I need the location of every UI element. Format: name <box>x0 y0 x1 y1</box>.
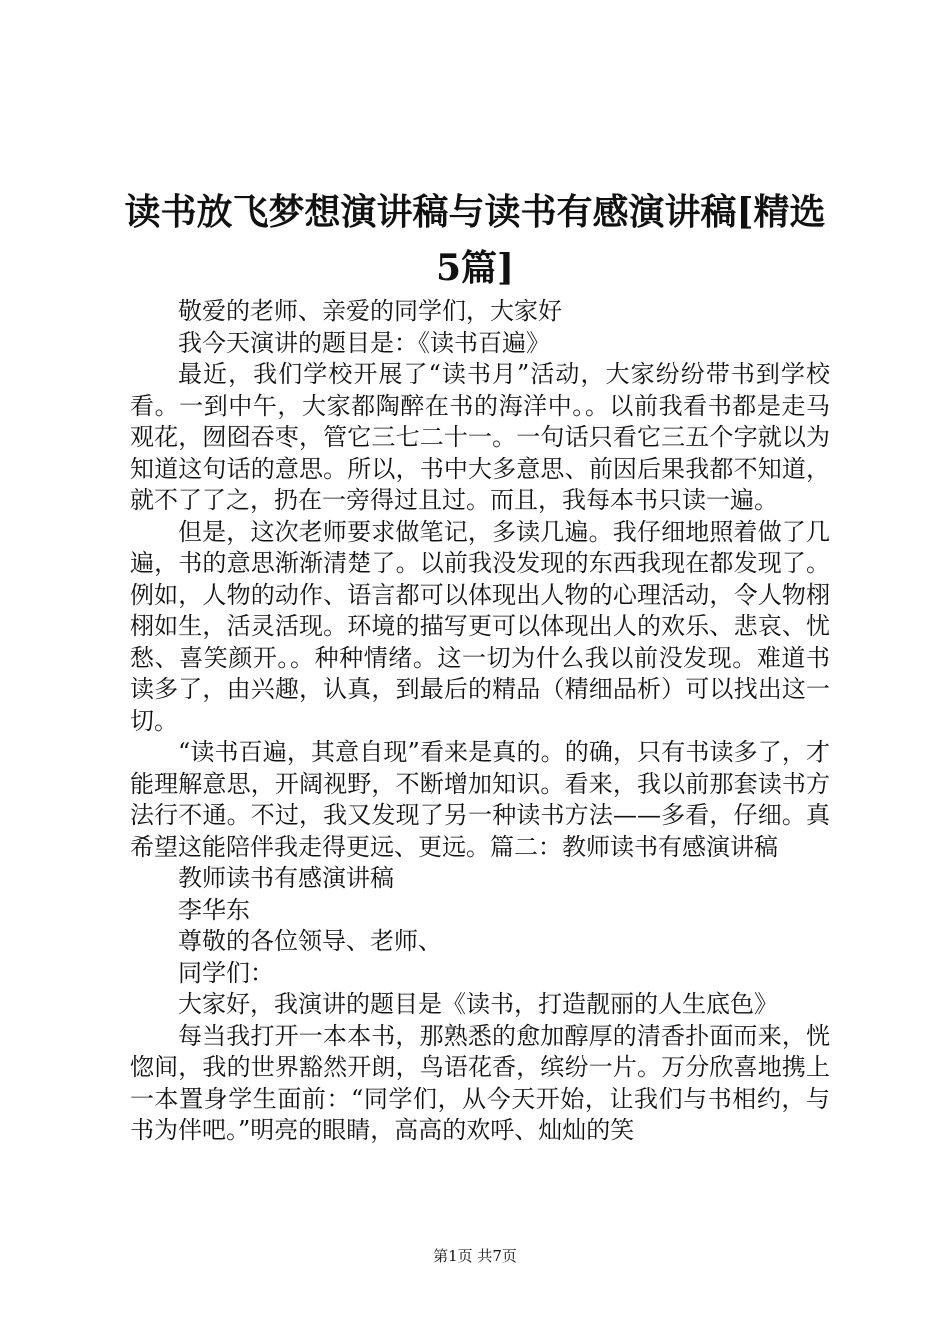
paragraph-section-title: 教师读书有感演讲稿 <box>178 864 394 892</box>
paragraph-salutation: 尊敬的各位领导、老师、 <box>178 927 442 955</box>
paragraph-reading-month: 最近，我们学校开展了“读书月”活动，大家纷纷带书到学校看。一到中午，大家都陶醉在书的海洋中。。以前我看书都是走马观花，囫囵吞枣，管它三七二十一。一句话只看它三五个字就以为知道这句话的意思。所以，书中大多意思、前因后果我都不知道，就不了了之，扔在一旁得过且过。而且，我每本书只读一遍。 <box>130 360 830 514</box>
paragraph-opening-book: 每当我打开一本本书，那熟悉的愈加醇厚的清香扑面而来，恍惚间，我的世界豁然开朗，鸟语花香，缤纷一片。万分欣喜地携上一本置身学生面前：“同学们，从今天开始，让我们与书相约，与书为伴吧。”明亮的眼睛，高高的欢呼、灿灿的笑 <box>130 1021 830 1144</box>
paragraph-notes: 但是，这次老师要求做笔记，多读几遍。我仔细地照着做了几遍，书的意思渐渐清楚了。以前我没发现的东西我现在都发现了。例如，人物的动作、语言都可以体现出人物的心理活动，令人物栩栩如生，活灵活现。环境的描写更可以体现出人的欢乐、悲哀、忧愁、喜笑颜开。。种种情绪。这一切为什么我以前没发现。难道书读多了，由兴趣，认真，到最后的精品（精细品析）可以找出这一切。 <box>130 517 830 735</box>
document-body <box>130 296 830 1147</box>
paragraph-salutation-cont: 同学们： <box>178 958 274 987</box>
document-title: 读书放飞梦想演讲稿与读书有感演讲稿[精选5篇] <box>124 191 826 289</box>
page-footer: 第1页 共7页 <box>433 1247 517 1265</box>
paragraph-topic: 我今天演讲的题目是：《读书百遍》 <box>178 328 550 357</box>
paragraph-author: 李华东 <box>178 895 250 924</box>
paragraph-greeting: 敬爱的老师、亲爱的同学们，大家好 <box>178 297 562 325</box>
paragraph-conclusion: “读书百遍，其意自现”看来是真的。的确，只有书读多了，才能理解意思，开阔视野，不断增加知识。看来，我以前那套读书方法行不通。不过，我又发现了另一种读书方法——多看，仔细。真希望这能陪伴我走得更远、更远。篇二：教师读书有感演讲稿 <box>130 738 830 861</box>
paragraph-speech-topic: 大家好，我演讲的题目是《读书，打造靓丽的人生底色》 <box>178 990 778 1018</box>
